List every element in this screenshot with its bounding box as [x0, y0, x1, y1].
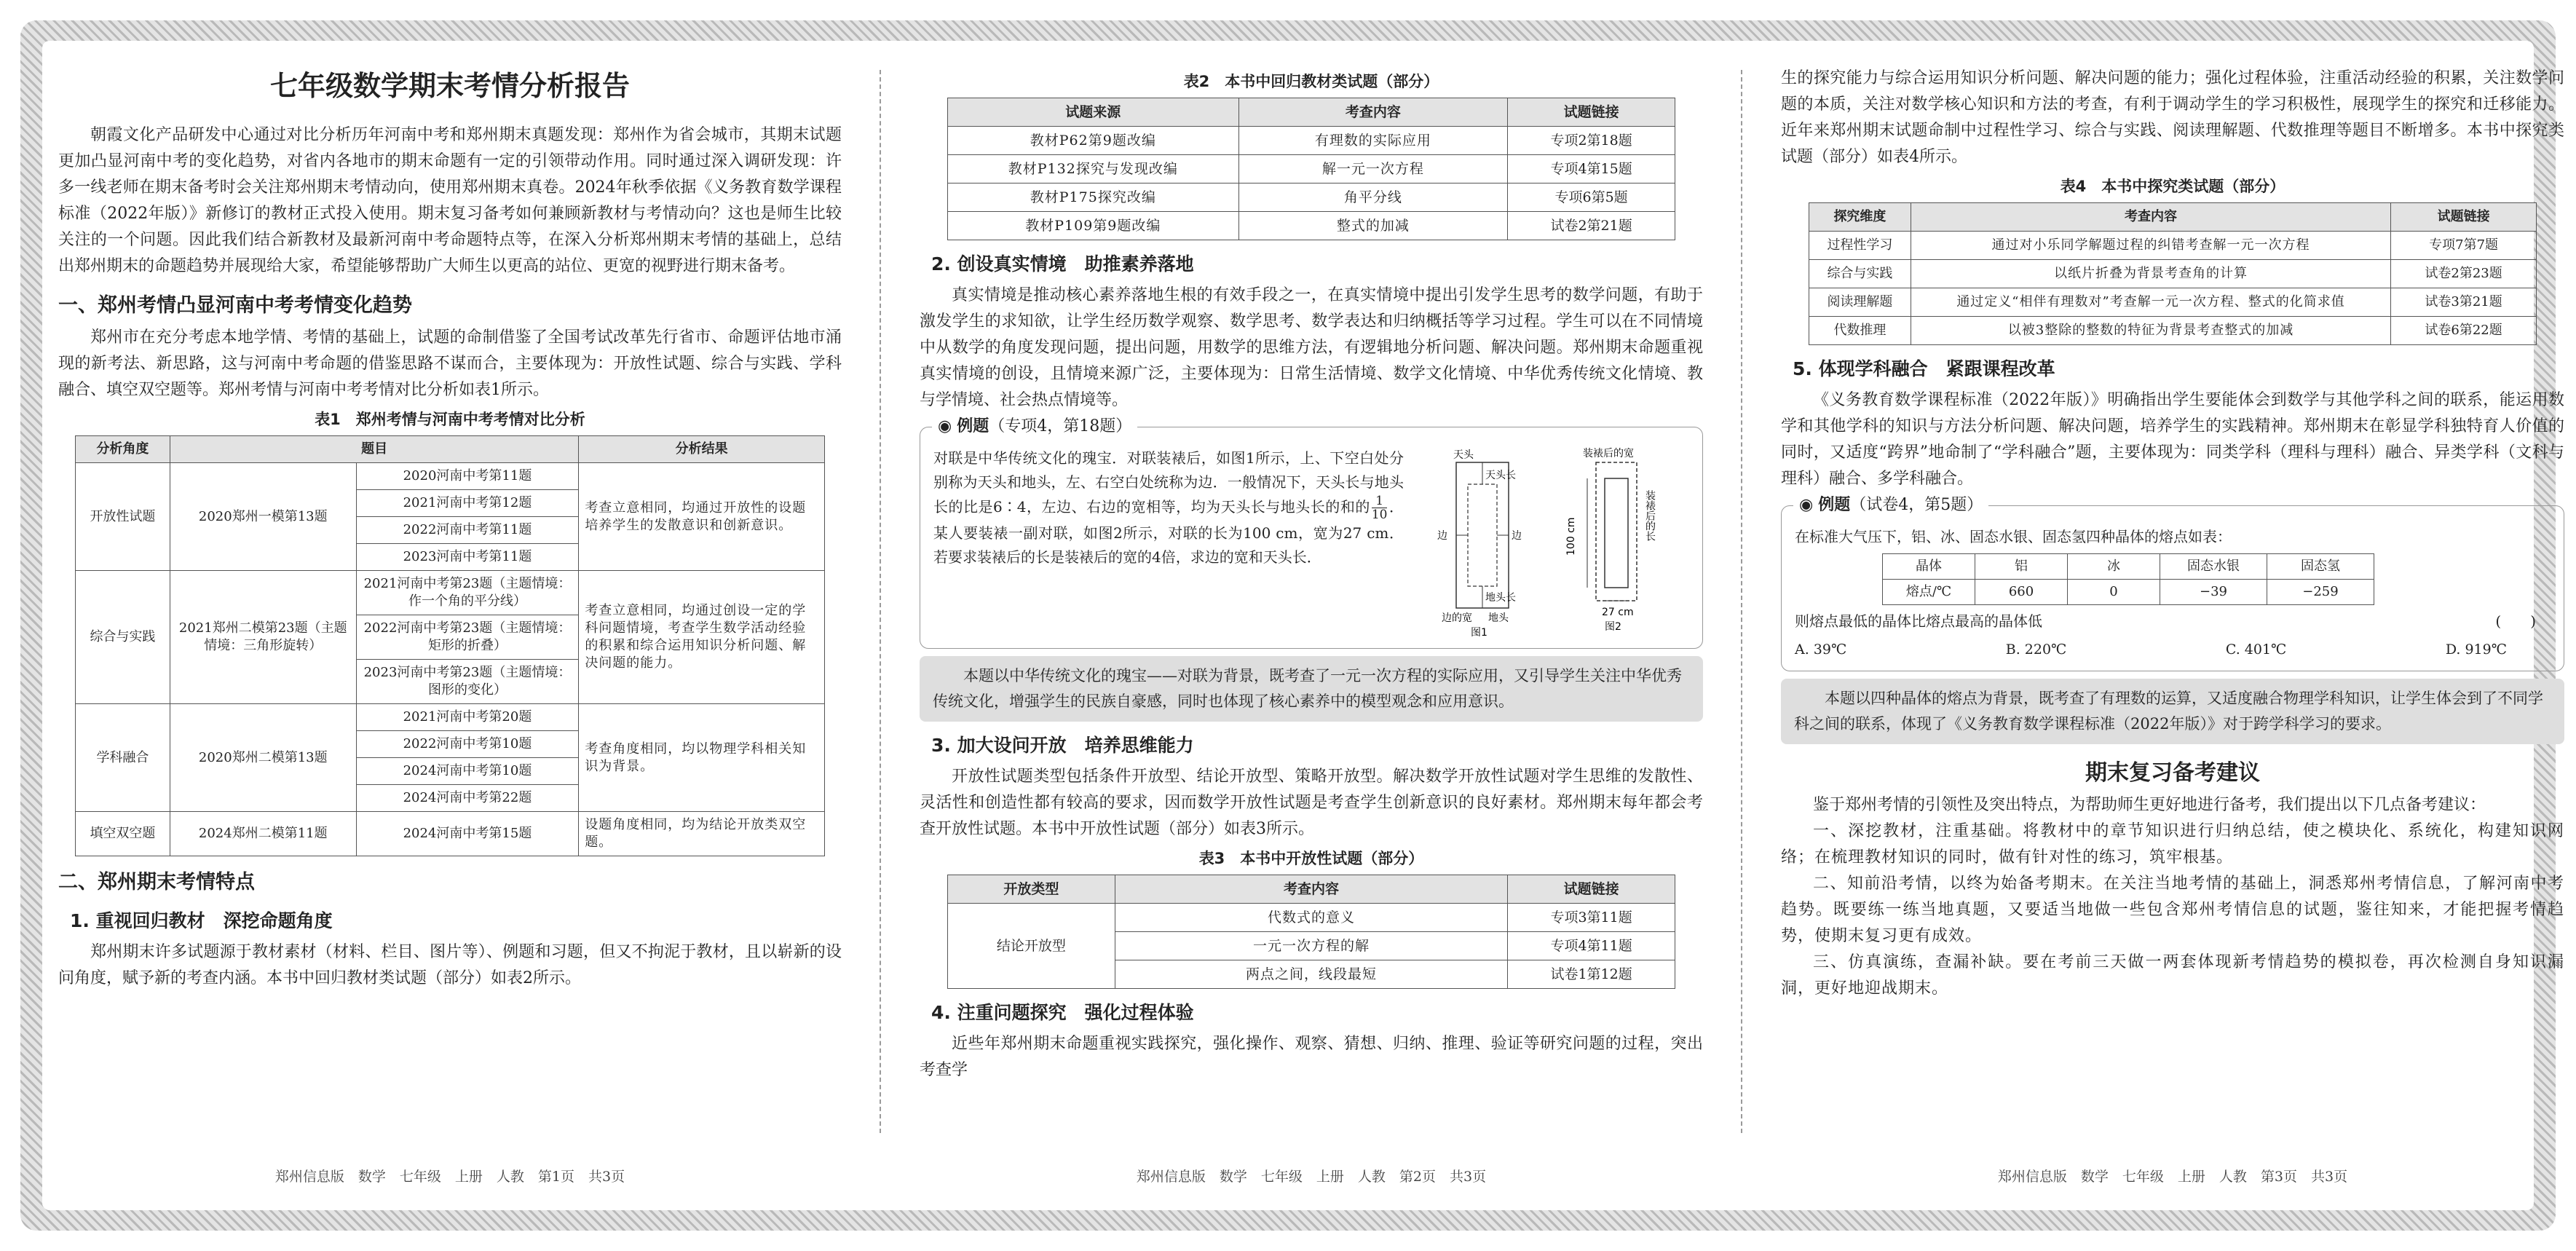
table-cell: 2024河南中考第22题: [356, 785, 579, 812]
table-cell: 2023河南中考第23题（主题情境：图形的变化）: [356, 660, 579, 704]
table-row: [1809, 260, 2537, 288]
example-2-label: 例题: [1818, 496, 1851, 514]
table-row: [76, 704, 825, 731]
example-1-text-b: ．某人要装裱一副对联，如图2所示，对联的长为100 cm，宽为27 cm．若要求装裱后的长是装裱后的宽的4倍，求边的宽和天头长．: [933, 498, 1404, 566]
table-cell: 2024河南中考第15题: [356, 812, 579, 856]
example-2-question-row: [1795, 609, 2551, 634]
table-header-cell: 题目: [170, 436, 578, 463]
continued-paragraph: 生的探究能力与综合运用知识分析问题、解决问题的能力；强化过程体验，注重活动经验的积累，关注数学问题的本质，关注对数学核心知识和方法的考查，有利于调动学生的学习积极性，展现学生的探究和迁移能力。近年来郑州期末试题命制中过程性学习、综合与实践、阅读理解题、代数推理等题目不断增多。本书中探究类试题（部分）如表4所示。: [1781, 69, 2564, 166]
table-header-cell: 分析角度: [76, 436, 170, 463]
section-1-paragraph: 郑州市在充分考虑本地学情、考情的基础上，试题的命制借鉴了全国考试改革先行省市、命题评估地市涌现的新考法、新思路，这与河南中考命题的借鉴思路不谋而合，主要体现为：开放性试题、综合与实践、学科融合、填空双空题等。郑州考情与河南中考考情对比分析如表1所示。: [58, 328, 842, 399]
table-cell: 固态水银: [2160, 554, 2267, 580]
advice-item: 三、仿真演练，查漏补缺。要在考前三天做一两套体现新考情趋势的模拟卷，再次检测自身知识漏洞，更好地迎战期末。: [1781, 953, 2564, 998]
table-row: [1809, 317, 2537, 345]
subsection-5-paragraph: 《义务教育数学课程标准（2022年版）》明确指出学生要能体会到数学与其他学科之间的联系，能运用数学和其他学科的知识与方法分析问题、解决问题，培养学生的实践精神。郑州期末在彰显学科独特育人价值的同时，又适度“跨界”地命制了“学科融合”题，主要体现为：同类学科（理科与理科）融合、异类学科（文科与理科）融合、多学科融合。: [1781, 391, 2564, 488]
column-divider: [1741, 70, 1742, 1133]
table-header-cell: 考查内容: [1238, 98, 1508, 127]
table-cell: 专项6第5题: [1508, 183, 1675, 212]
fig1-label-bian-right: 边: [1512, 530, 1522, 542]
fig1-inner-frame: [1468, 484, 1497, 586]
table-4: [1809, 202, 2537, 345]
table-4-header: [1809, 203, 2537, 232]
fig1-label-tiantouchang: 天头长: [1485, 470, 1516, 481]
intro-paragraph: 朝霞文化产品研发中心通过对比分析历年河南中考和郑州期末真题发现：郑州作为省会城市，其期末试题更加凸显河南中考的变化趋势，对省内各地市的期末命题有一定的引领带动作用。同时通过深入调研发现：许多一线老师在期末备考时会关注郑州期末考情动向，使用郑州期末真卷。2024年秋季依据《义务教育数学课程标准（2022年版）》新修订的教材正式投入使用。期末复习备考如何兼顾新教材与考情动向？这也是师生比较关注的一个问题。因此我们结合新教材及最新河南中考命题特点等，在深入分析郑州期末考情的基础上，总结出郑州期末的命题趋势并展现给大家，希望能够帮助广大师生以更高的站位、更宽的视野进行期末备考。: [58, 126, 842, 275]
column-divider: [880, 70, 881, 1133]
table-header-cell: 试题链接: [1508, 875, 1675, 904]
table-4-caption: 表4 本书中探究类试题（部分）: [2060, 178, 2285, 195]
table-cell: −259: [2267, 580, 2374, 605]
table-cell: 教材P175探究改编: [948, 183, 1239, 212]
example-box-1: [920, 417, 1703, 649]
table-3: [947, 875, 1675, 989]
fig1-label-bian-left: 边: [1437, 530, 1447, 542]
table-row: [948, 127, 1675, 155]
table-2-caption: 表2 本书中回归教材类试题（部分）: [1183, 73, 1439, 90]
table-3-header: [948, 875, 1675, 904]
table-cell: 2020郑州一模第13题: [170, 463, 356, 571]
table-cell: 冰: [2068, 554, 2160, 580]
section-1-title: 一、郑州考情凸显河南中考考情变化趋势: [58, 294, 412, 317]
fraction-numerator: 1: [1372, 494, 1388, 508]
table-cell: 以纸片折叠为背景考查角的计算: [1911, 260, 2390, 288]
example-2-question: 则熔点最低的晶体比熔点最高的晶体低: [1795, 612, 2042, 630]
table-cell: 综合与实践: [1809, 260, 1911, 288]
table-header-cell: 试题来源: [948, 98, 1239, 127]
subsection-4-paragraph: 近些年郑州期末命题重视实践探究，强化操作、观察、猜想、归纳、推理、验证等研究问题的过程，突出考查学: [920, 1035, 1703, 1079]
table-row: [948, 155, 1675, 183]
fraction-denominator: 10: [1371, 508, 1388, 522]
example-2-title: [1793, 494, 1988, 516]
example-1-analysis: 本题以中华传统文化的瑰宝——对联为背景，既考查了一元一次方程的实际应用，又引导学生关注中华优秀传统文化，增强学生的民族自豪感，同时也体现了核心素养中的模型观念和应用意识。: [920, 656, 1703, 722]
table-cell: 2020河南中考第11题: [356, 463, 579, 490]
subsection-3-title: 3. 加大设问开放 培养思维能力: [931, 735, 1194, 756]
table-cell: 通过对小乐同学解题过程的纠错考查解一元一次方程: [1911, 232, 2390, 260]
fig2-label-width-value: 27 cm: [1602, 607, 1634, 618]
table-cell: 试卷2第23题: [2391, 260, 2537, 288]
table-row: [948, 183, 1675, 212]
table-cell: 开放性试题: [76, 463, 170, 571]
subsection-3-paragraph: 开放性试题类型包括条件开放型、结论开放型、策略开放型。解决数学开放性试题对学生思维的发散性、灵活性和创造性都有较高的要求，因而数学开放性试题是考查学生创新意识的良好素材。郑州期末每年都会考查开放性试题。本书中开放性试题（部分）如表3所示。: [920, 767, 1703, 838]
fig2-couplet: [1605, 478, 1628, 588]
newspaper-sheet: [42, 41, 2564, 1210]
example-2-source: （试卷4，第5题）: [1850, 496, 1983, 514]
table-cell: 通过定义“相伴有理数对”考查解一元一次方程、整式的化简求值: [1911, 288, 2390, 317]
table-header-cell: 考查内容: [1911, 203, 2390, 232]
choice-b: B. 220℃: [2005, 642, 2067, 658]
advice-title: 期末复习备考建议: [2085, 760, 2260, 786]
example-1-title: [932, 416, 1137, 438]
melting-point-table: [1882, 553, 2374, 605]
table-cell: 2024郑州二模第11题: [170, 812, 356, 856]
table-row: [1883, 554, 2374, 580]
table-cell: 试卷1第12题: [1508, 960, 1675, 989]
example-2-choices: [1795, 638, 2551, 662]
fraction: [1372, 494, 1388, 521]
table-header-cell: 考查内容: [1115, 875, 1507, 904]
table-cell: 2022河南中考第10题: [356, 731, 579, 758]
table-cell: 铝: [1975, 554, 2068, 580]
table-cell: 2022河南中考第23题（主题情境：矩形的折叠）: [356, 615, 579, 660]
table-cell: −39: [2160, 580, 2267, 605]
lightbulb-icon: ◉: [1799, 496, 1814, 514]
table-row: [76, 812, 825, 856]
example-1-label: 例题: [957, 417, 989, 435]
section-2-title: 二、郑州期末考情特点: [58, 871, 255, 893]
fig1-label-ditouchang: 地头长: [1485, 592, 1516, 604]
table-header-cell: 试题链接: [2391, 203, 2537, 232]
couplet-figures: [1413, 446, 1689, 639]
example-2-intro: 在标准大气压下，铝、冰、固态水银、固态氢四种晶体的熔点如表：: [1795, 528, 2232, 545]
table-cell: 试卷2第21题: [1508, 212, 1675, 240]
table-cell: 固态氢: [2267, 554, 2374, 580]
table-cell: 解一元一次方程: [1238, 155, 1508, 183]
table-cell: 代数推理: [1809, 317, 1911, 345]
advice-intro: 鉴于郑州考情的引领性及突出特点，为帮助师生更好地进行备考，我们提出以下几点备考建议：: [1813, 796, 2486, 814]
table-cell: 晶体: [1883, 554, 1975, 580]
example-2-analysis: 本题以四种晶体的熔点为背景，既考查了有理数的运算，又适度融合物理学科知识，让学生体会到了不同学科之间的联系，体现了《义务教育数学课程标准（2022年版）》对于跨学科学习的要求。: [1781, 679, 2564, 744]
table-cell: 专项2第18题: [1508, 127, 1675, 155]
table-cell: 过程性学习: [1809, 232, 1911, 260]
table-cell: 2024河南中考第10题: [356, 758, 579, 785]
table-cell: 0: [2068, 580, 2160, 605]
table-header-cell: 试题链接: [1508, 98, 1675, 127]
table-3-caption: 表3 本书中开放性试题（部分）: [1198, 850, 1424, 867]
example-1-source: （专项4，第18题）: [989, 417, 1132, 435]
table-1-header: [76, 436, 825, 463]
page-2: [920, 66, 1703, 1084]
table-cell: 2021河南中考第12题: [356, 490, 579, 517]
fig1-label-bianwidth: 边的宽: [1442, 612, 1472, 624]
table-cell: 2020郑州二模第13题: [170, 704, 356, 812]
page-2-footer: 郑州信息版 数学 七年级 上册 人教 第2页 共3页: [1136, 1169, 1487, 1185]
page-1: [58, 66, 842, 992]
table-cell: 2021郑州二模第23题（主题情境：三角形旋转）: [170, 571, 356, 704]
subsection-5-title: 5. 体现学科融合 紧跟课程改革: [1793, 358, 2055, 379]
table-cell: 考查立意相同，均通过开放性的设题培养学生的发散意识和创新意识。: [579, 463, 825, 571]
table-cell: 填空双空题: [76, 812, 170, 856]
example-1-text-a: 对联是中华传统文化的瑰宝．对联装裱后，如图1所示，上、下空白处分别称为天头和地头，左、右空白处统称为边．一般情况下，天头长与地头长的比是6∶4，左边、右边的宽相等，均为天头长与地头长的和的: [933, 449, 1404, 516]
choice-a: A. 39℃: [1795, 642, 1847, 658]
table-2-header: [948, 98, 1675, 127]
table-cell: 专项3第11题: [1508, 904, 1675, 932]
table-cell: 代数式的意义: [1115, 904, 1507, 932]
page-3-footer: 郑州信息版 数学 七年级 上册 人教 第3页 共3页: [1997, 1169, 2348, 1185]
table-row: [1809, 288, 2537, 317]
table-cell: 考查角度相同，均以物理学科相关知识为背景。: [579, 704, 825, 812]
table-cell: 结论开放型: [948, 904, 1115, 989]
table-cell: 专项4第15题: [1508, 155, 1675, 183]
table-cell: 660: [1975, 580, 2068, 605]
example-1-text: [933, 446, 1404, 639]
table-2: [947, 98, 1675, 240]
fig2-label-height: 100 cm: [1565, 517, 1577, 556]
lightbulb-icon: ◉: [938, 417, 952, 435]
subsection-1-title: 1. 重视回归教材 深挖命题角度: [70, 910, 333, 931]
table-cell: 考查立意相同，均通过创设一定的学科问题情境，考查学生数学活动经验的积累和综合运用知识分析问题、解决问题的能力。: [579, 571, 825, 704]
page-1-footer: 郑州信息版 数学 七年级 上册 人教 第1页 共3页: [274, 1169, 625, 1185]
table-cell: 综合与实践: [76, 571, 170, 704]
table-1-caption: 表1 郑州考情与河南中考考情对比分析: [315, 411, 585, 428]
report-title: 七年级数学期末考情分析报告: [269, 70, 630, 102]
table-cell: 专项4第11题: [1508, 932, 1675, 960]
table-row: [948, 904, 1675, 932]
subsection-2-title: 2. 创设真实情境 助推素养落地: [931, 253, 1194, 275]
table-row: [76, 463, 825, 490]
fig2-label-width: 装裱后的宽: [1583, 448, 1634, 459]
table-row: [1809, 232, 2537, 260]
table-cell: 教材P132探究与发现改编: [948, 155, 1239, 183]
subsection-4-title: 4. 注重问题探究 强化过程体验: [931, 1002, 1194, 1023]
table-1: [75, 435, 825, 856]
example-box-2: [1781, 496, 2564, 671]
table-cell: 有理数的实际应用: [1238, 127, 1508, 155]
table-row: [76, 571, 825, 615]
table-cell: 熔点/℃: [1883, 580, 1975, 605]
table-cell: 设题角度相同，均为结论开放类双空题。: [579, 812, 825, 856]
table-cell: 阅读理解题: [1809, 288, 1911, 317]
fig1-caption: 图1: [1471, 627, 1487, 639]
table-cell: 2021河南中考第20题: [356, 704, 579, 731]
fig2-outer-frame: [1596, 462, 1637, 601]
table-cell: 一元一次方程的解: [1115, 932, 1507, 960]
table-cell: 学科融合: [76, 704, 170, 812]
answer-bracket: ( ): [2495, 612, 2536, 630]
fig2-caption: 图2: [1605, 621, 1621, 633]
table-cell: 专项7第7题: [2391, 232, 2537, 260]
fig1-label-tiantou: 天头: [1453, 449, 1474, 461]
advice-item: 一、深挖教材，注重基础。将教材中的章节知识进行归纳总结，使之模块化、系统化，构建知识网络；在梳理教材知识的同时，做有针对性的练习，筑牢根基。: [1781, 822, 2564, 867]
subsection-1-paragraph: 郑州期末许多试题源于教材素材（材料、栏目、图片等）、例题和习题，但又不拘泥于教材，且以崭新的设问角度，赋予新的考查内涵。本书中回归教材类试题（部分）如表2所示。: [58, 943, 842, 987]
table-cell: 两点之间，线段最短: [1115, 960, 1507, 989]
table-cell: 2021河南中考第23题（主题情境：作一个角的平分线）: [356, 571, 579, 615]
table-cell: 教材P109第9题改编: [948, 212, 1239, 240]
table-header-cell: 开放类型: [948, 875, 1115, 904]
table-cell: 2022河南中考第11题: [356, 517, 579, 544]
choice-c: C. 401℃: [2225, 642, 2287, 658]
table-cell: 教材P62第9题改编: [948, 127, 1239, 155]
fig1-label-ditou: 地头: [1488, 612, 1509, 624]
subsection-2-paragraph: 真实情境是推动核心素养落地生根的有效手段之一，在真实情境中提出引发学生思考的数学问题，有助于激发学生的求知欲，让学生经历数学观察、数学思考、数学表达和归纳概括等学习过程。学生可以在不同情境中从数学的角度发现问题，提出问题，用数学的思维方法，有逻辑地分析问题、解决问题。郑州期末命题重视真实情境的创设，且情境来源广泛，主要体现为：日常生活情境、数学文化情境、中华优秀传统文化情境、教与学情境、社会热点情境等。: [920, 286, 1703, 409]
table-row: [948, 212, 1675, 240]
choice-d: D. 919℃: [2445, 642, 2507, 658]
table-cell: 整式的加减: [1238, 212, 1508, 240]
table-cell: 试卷3第21题: [2391, 288, 2537, 317]
fig2-label-length: 装裱后的长: [1644, 490, 1656, 541]
table-cell: 角平分线: [1238, 183, 1508, 212]
table-header-cell: 探究维度: [1809, 203, 1911, 232]
table-cell: 以被3整除的整数的特征为背景考查整式的加减: [1911, 317, 2390, 345]
table-row: [1883, 580, 2374, 605]
table-cell: 试卷6第22题: [2391, 317, 2537, 345]
table-cell: 2023河南中考第11题: [356, 544, 579, 571]
table-header-cell: 分析结果: [579, 436, 825, 463]
advice-item: 二、知前沿考情，以终为始备考期末。在关注当地考情的基础上，洞悉郑州考情信息，了解河南中考趋势。既要练一练当地真题，又要适当地做一些包含郑州考情信息的试题，鉴往知来，才能把握考情趋势，使期末复习更有成效。: [1781, 875, 2564, 945]
page-3: [1781, 66, 2564, 1002]
